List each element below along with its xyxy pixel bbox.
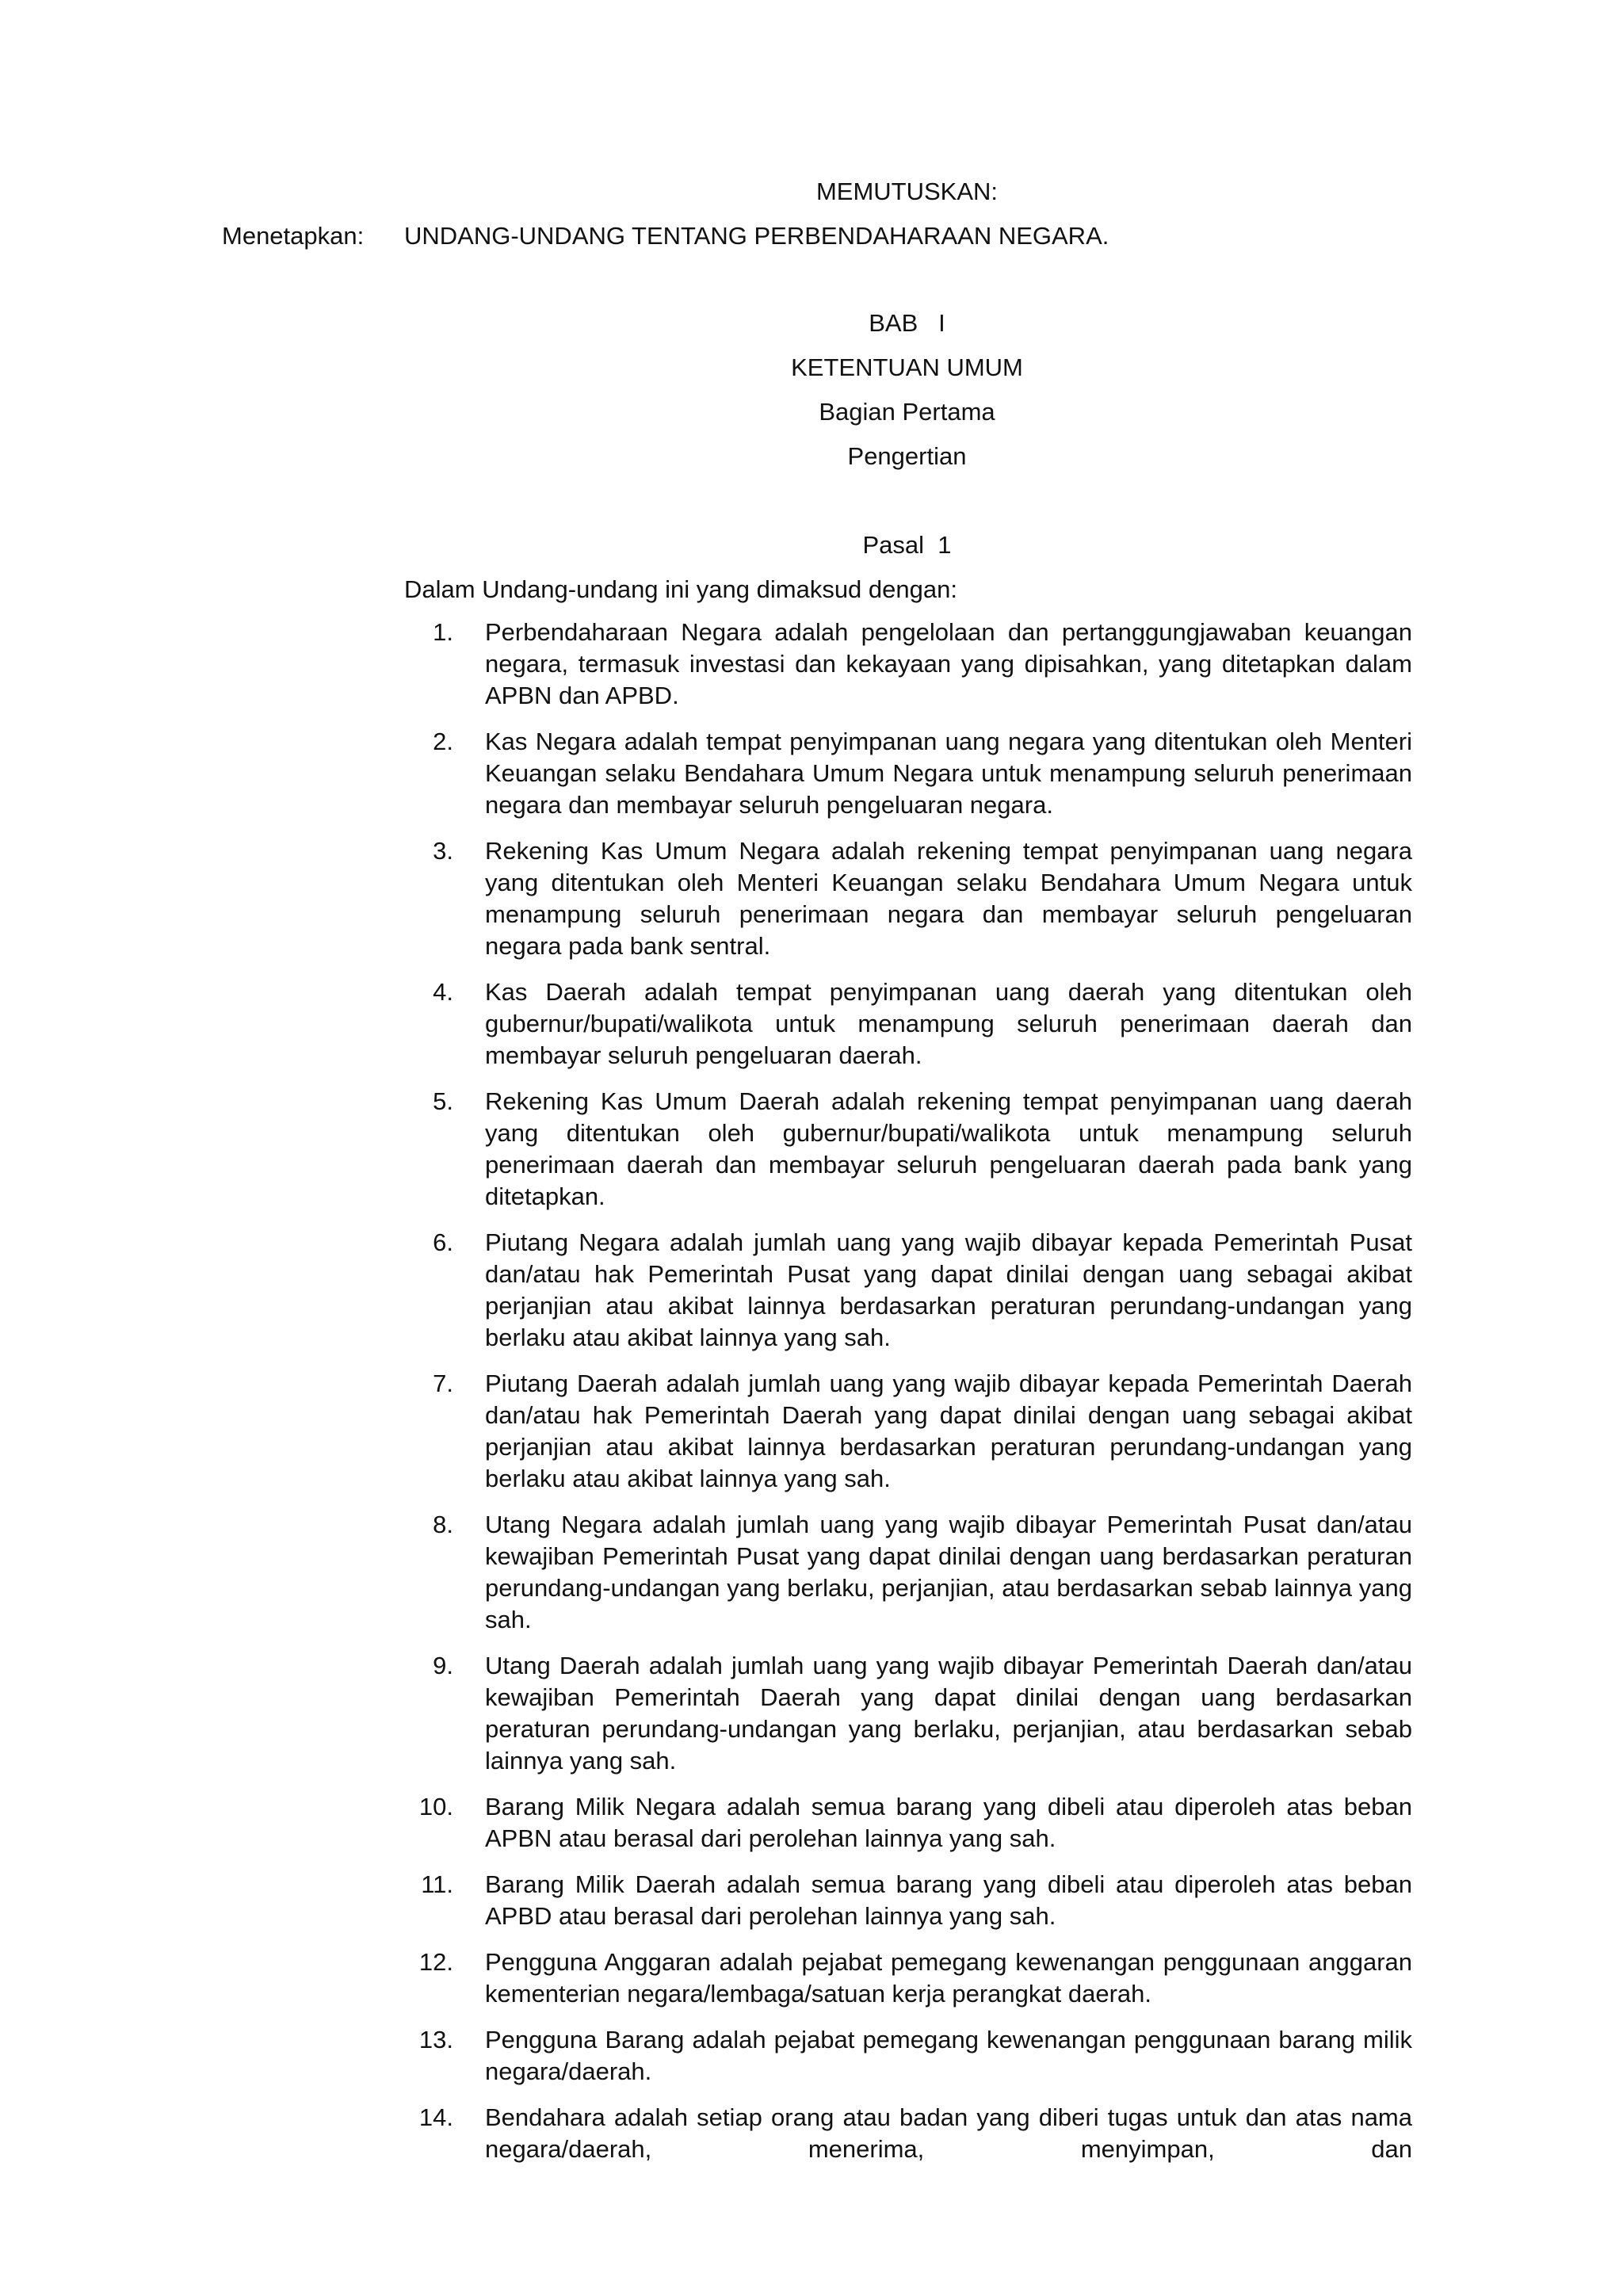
definition-number: 12. <box>418 1948 453 1976</box>
definition-list <box>404 617 1412 2179</box>
definition-number: 8. <box>433 1511 453 1538</box>
definition-number: 3. <box>433 837 453 865</box>
definition-text: Bendahara adalah setiap orang atau badan yang diberi tugas untuk dan atas nama negara/daerah, menerima, menyimpan, dan <box>485 2103 1412 2163</box>
definition-text: Piutang Daerah adalah jumlah uang yang wajib dibayar kepada Pemerintah Daerah dan/atau hak Pemerintah Daerah yang dapat dinilai dengan uang sebagai akibat perjanjian atau akibat lainnya berdasarkan peraturan perundang-undangan yang berlaku atau akibat lainnya yang sah. <box>485 1370 1412 1492</box>
definition-number: 4. <box>433 978 453 1006</box>
establish-label: Menetapkan: <box>222 222 365 250</box>
definition-number: 7. <box>433 1370 453 1397</box>
establish-line <box>222 220 1109 252</box>
definition-text: Rekening Kas Umum Negara adalah rekening tempat penyimpanan uang negara yang ditentukan oleh Menteri Keuangan selaku Bendahara Umum Negara untuk menampung seluruh penerimaan negara dan membayar seluruh pengeluaran negara pada bank sentral. <box>485 837 1412 960</box>
definition-item-12 <box>404 1946 1412 2010</box>
definition-item-13 <box>404 2024 1412 2088</box>
definition-text: Perbendaharaan Negara adalah pengelolaan dan pertanggungjawaban keuangan negara, termasuk investasi dan kekayaan yang dipisahkan, yang ditetapkan dalam APBN dan APBD. <box>485 618 1412 709</box>
definition-text: Kas Negara adalah tempat penyimpanan uang negara yang ditentukan oleh Menteri Keuangan selaku Bendahara Umum Negara untuk menampung seluruh penerimaan negara dan membayar seluruh pengeluaran negara. <box>485 728 1412 819</box>
article-intro: Dalam Undang-undang ini yang dimaksud dengan: <box>404 575 957 603</box>
definition-item-5 <box>404 1086 1412 1213</box>
definition-text: Utang Negara adalah jumlah uang yang wajib dibayar Pemerintah Pusat dan/atau kewajiban Pemerintah Pusat yang dapat dinilai dengan uang berdasarkan peraturan perundang-undangan yang berlaku, perjanjian, atau berdasarkan sebab lainnya yang sah. <box>485 1511 1412 1633</box>
definition-item-11 <box>404 1869 1412 1932</box>
definition-number: 11. <box>421 1870 453 1898</box>
definition-item-9 <box>404 1650 1412 1777</box>
definition-item-2 <box>404 726 1412 821</box>
chapter-number: BAB I <box>869 309 945 337</box>
definition-text: Piutang Negara adalah jumlah uang yang wajib dibayar kepada Pemerintah Pusat dan/atau hak Pemerintah Pusat yang dapat dinilai dengan uang sebagai akibat perjanjian atau akibat lainnya berdasarkan peraturan perundang-undangan yang berlaku atau akibat lainnya yang sah. <box>485 1228 1412 1351</box>
chapter-title: KETENTUAN UMUM <box>791 353 1023 381</box>
definition-number: 5. <box>433 1087 453 1115</box>
definition-text: Barang Milik Negara adalah semua barang yang dibeli atau diperoleh atas beban APBN atau berasal dari perolehan lainnya yang sah. <box>485 1793 1412 1852</box>
definition-item-3 <box>404 835 1412 962</box>
definition-item-14 <box>404 2102 1412 2165</box>
definition-number: 6. <box>433 1228 453 1256</box>
definition-number: 1. <box>433 618 453 646</box>
definition-number: 2. <box>433 728 453 755</box>
definition-number: 9. <box>433 1652 453 1679</box>
definition-text: Utang Daerah adalah jumlah uang yang wajib dibayar Pemerintah Daerah dan/atau kewajiban Pemerintah Daerah yang dapat dinilai dengan uang berdasarkan peraturan perundang-undangan yang berlaku, perjanjian, atau berdasarkan sebab lainnya yang sah. <box>485 1652 1412 1775</box>
establish-value: UNDANG-UNDANG TENTANG PERBENDAHARAAN NEGARA. <box>404 222 1109 250</box>
definition-number: 10. <box>418 1793 453 1820</box>
definition-item-7 <box>404 1368 1412 1495</box>
definition-number: 14. <box>418 2103 453 2131</box>
definition-item-10 <box>404 1791 1412 1855</box>
definition-item-8 <box>404 1509 1412 1636</box>
definition-text: Pengguna Anggaran adalah pejabat pemegang kewenangan penggunaan anggaran kementerian negara/lembaga/satuan kerja perangkat daerah. <box>485 1948 1412 2008</box>
definition-text: Pengguna Barang adalah pejabat pemegang kewenangan penggunaan barang milik negara/daerah. <box>485 2026 1412 2085</box>
section-heading: Bagian Pertama <box>819 398 995 426</box>
definition-item-4 <box>404 976 1412 1072</box>
decision-heading: MEMUTUSKAN: <box>815 178 999 205</box>
section-title: Pengertian <box>847 442 967 470</box>
definition-text: Rekening Kas Umum Daerah adalah rekening tempat penyimpanan uang daerah yang ditentukan oleh gubernur/bupati/walikota untuk menampung seluruh penerimaan daerah dan membayar seluruh pengeluaran daerah pada bank yang ditetapkan. <box>485 1087 1412 1210</box>
article-heading: Pasal 1 <box>862 531 952 559</box>
definition-text: Barang Milik Daerah adalah semua barang yang dibeli atau diperoleh atas beban APBD atau berasal dari perolehan lainnya yang sah. <box>485 1870 1412 1930</box>
definition-item-6 <box>404 1227 1412 1354</box>
definition-number: 13. <box>418 2026 453 2053</box>
definition-text: Kas Daerah adalah tempat penyimpanan uang daerah yang ditentukan oleh gubernur/bupati/walikota untuk menampung seluruh penerimaan daerah dan membayar seluruh pengeluaran daerah. <box>485 978 1412 1069</box>
definition-item-1 <box>404 617 1412 712</box>
